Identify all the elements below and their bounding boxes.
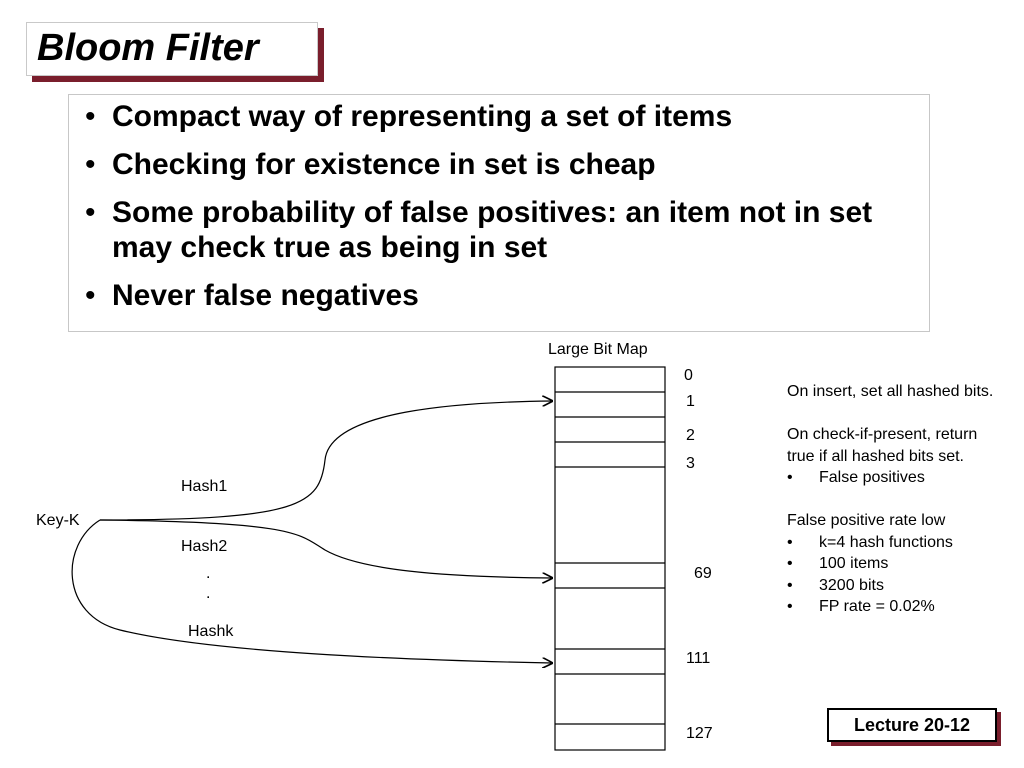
ellipsis-dot: . [206, 565, 211, 582]
bullet-item: • Some probability of false positives: an item not in set may check true as being in set [69, 195, 929, 265]
note-insert: On insert, set all hashed bits. [787, 383, 994, 400]
note-rate-list [787, 532, 1002, 618]
note-check: On check-if-present, return true if all hashed bits set. [787, 426, 978, 465]
bit-index: 0 [684, 367, 693, 384]
note-bullet: • False positives [787, 467, 1002, 489]
bit-index: 127 [686, 725, 713, 742]
slide-title: Bloom Filter [37, 27, 259, 69]
note-rate-heading: False positive rate low [787, 512, 946, 529]
bit-index: 111 [686, 650, 711, 667]
note-spacer [787, 489, 1002, 511]
note-bullet: • 3200 bits [787, 575, 1002, 597]
note-bullet: • FP rate = 0.02% [787, 596, 1002, 618]
bit-index: 69 [694, 565, 712, 582]
notes-panel [787, 381, 1002, 618]
key-label: Key-K [36, 512, 80, 529]
note-bullet: • 100 items [787, 553, 1002, 575]
bitmap-title: Large Bit Map [548, 341, 648, 358]
lecture-label: Lecture 20-12 [827, 708, 997, 742]
hash-label: Hash1 [181, 478, 228, 495]
bit-index: 3 [686, 455, 695, 472]
hash-label: Hashk [188, 623, 234, 640]
bit-index: 1 [686, 393, 695, 410]
hash2-arrow [100, 520, 552, 578]
bit-index: 2 [686, 427, 695, 444]
bullet-item: • Never false negatives [69, 278, 929, 313]
hash1-arrow [100, 401, 552, 520]
note-check-list [787, 467, 1002, 489]
note-spacer [787, 403, 1002, 425]
bullet-item: • Compact way of representing a set of items [69, 99, 929, 134]
note-bullet: • k=4 hash functions [787, 532, 1002, 554]
ellipsis-dot: . [206, 585, 211, 602]
bitmap-outline [555, 367, 665, 750]
bullet-item: • Checking for existence in set is cheap [69, 147, 929, 182]
hash-label: Hash2 [181, 538, 228, 555]
